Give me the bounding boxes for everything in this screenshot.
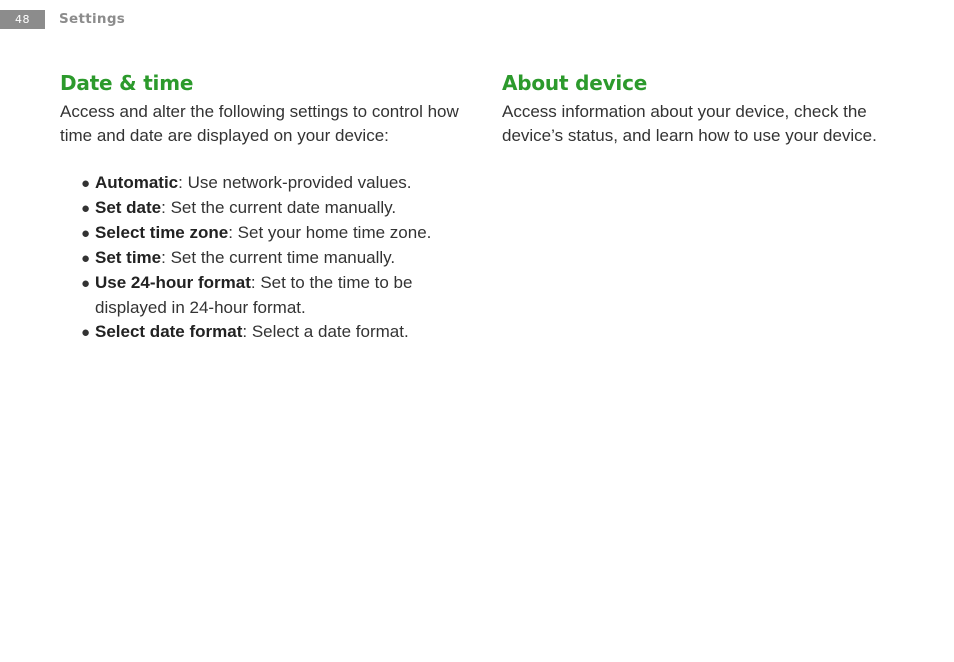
about-device-title: About device [502, 71, 648, 95]
bullet-term: Automatic [95, 173, 179, 192]
running-header: Settings [59, 11, 126, 27]
bullet-icon: ● [81, 324, 91, 341]
bullet-description: : Set to the time to be displayed in 24-hour format. [95, 273, 413, 317]
bullet-description: : Use network-provided values. [178, 173, 412, 192]
about-device-intro: Access information about your device, check the device’s status, and learn how to use your device. [502, 102, 877, 145]
bullet-term: Use 24-hour format [95, 273, 251, 292]
date-time-settings-list [60, 171, 460, 345]
about-device-section [502, 68, 922, 148]
date-time-intro: Access and alter the following settings to control how time and date are displayed on your device: [60, 102, 459, 145]
bullet-icon: ● [81, 275, 91, 292]
bullet-description: : Set your home time zone. [228, 223, 432, 242]
date-time-section [60, 68, 460, 345]
bullet-icon: ● [81, 250, 91, 267]
bullet-icon: ● [81, 175, 91, 192]
bullet-icon: ● [81, 225, 91, 242]
bullet-description: : Select a date format. [242, 322, 409, 341]
bullet-description: : Set the current date manually. [161, 198, 397, 217]
bullet-term: Set date [95, 198, 162, 217]
bullet-term: Set time [95, 248, 162, 267]
list-item [81, 246, 460, 271]
list-item [81, 271, 460, 320]
date-time-title: Date & time [60, 71, 194, 95]
list-item [81, 196, 460, 221]
list-item [81, 320, 460, 345]
list-item [81, 221, 460, 246]
bullet-term: Select time zone [95, 223, 229, 242]
page-number: 48 [0, 10, 45, 29]
bullet-icon: ● [81, 200, 91, 217]
list-item [81, 171, 460, 196]
bullet-description: : Set the current time manually. [161, 248, 396, 267]
bullet-term: Select date format [95, 322, 243, 341]
